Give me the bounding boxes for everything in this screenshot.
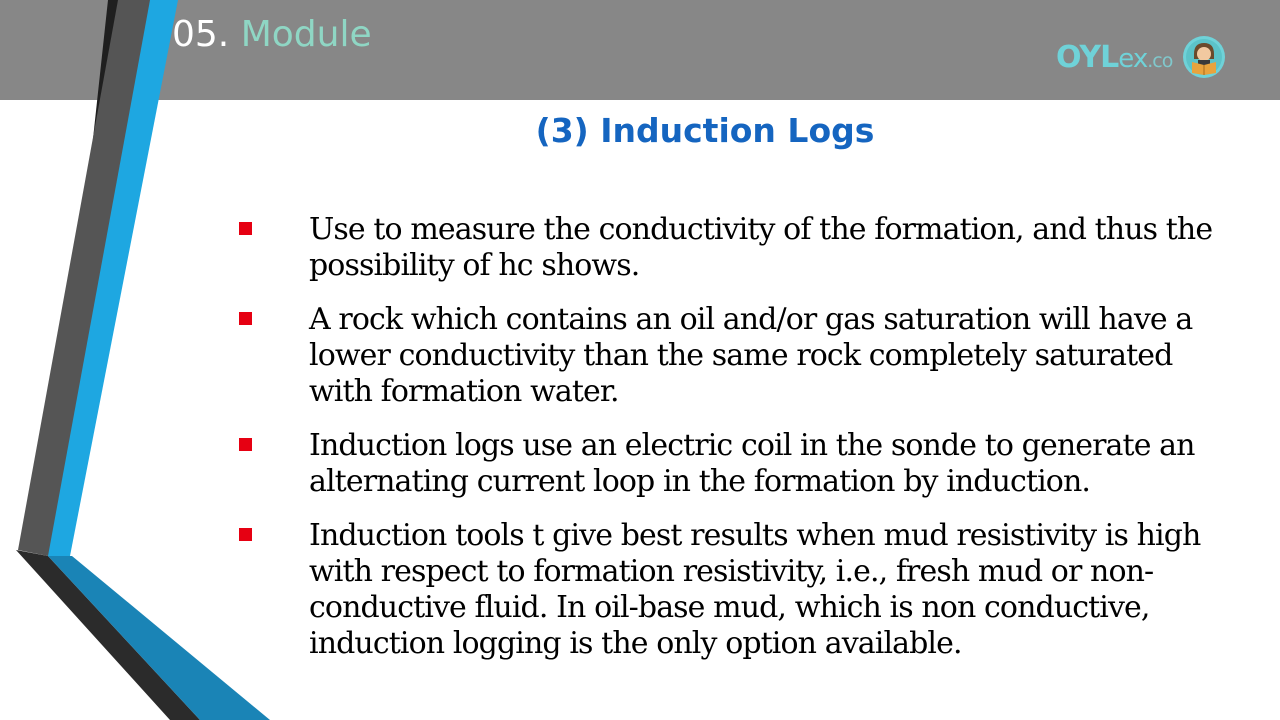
bullet-list [230,212,1230,680]
bullet-text: Use to measure the conductivity of the formation, and thus the possibility of hc shows. [309,212,1213,283]
logo-text-ex: ex [1118,43,1148,74]
square-bullet-icon [239,222,252,235]
logo-text-co: .co [1147,49,1173,72]
bullet-item [230,518,1230,662]
logo-text [1056,40,1172,75]
slide-title: (3) Induction Logs [535,111,875,150]
square-bullet-icon [239,528,252,541]
bullet-text: A rock which contains an oil and/or gas saturation will have a lower conductivity than the same rock completely saturated with formation water. [309,302,1193,409]
bullet-text: Induction tools t give best results when mud resistivity is high with respect to formation resistivity, i.e., fresh mud or non-conductive fluid. In oil-base mud, which is non conductive, induction logging is the only option available. [309,518,1201,661]
bullet-item [230,212,1230,284]
square-bullet-icon [239,438,252,451]
bullet-text: Induction logs use an electric coil in the sonde to generate an alternating current loop in the formation by induction. [309,428,1195,499]
bullet-item [230,302,1230,410]
stripe-dark-lower [16,550,200,720]
module-label [172,10,372,60]
brand-logo[interactable] [1056,32,1226,82]
logo-text-main: OYL [1056,39,1119,75]
bullet-item [230,428,1230,500]
reader-avatar-icon [1182,35,1226,79]
module-number: 05. [172,14,230,55]
module-word: Module [240,14,372,55]
square-bullet-icon [239,312,252,325]
